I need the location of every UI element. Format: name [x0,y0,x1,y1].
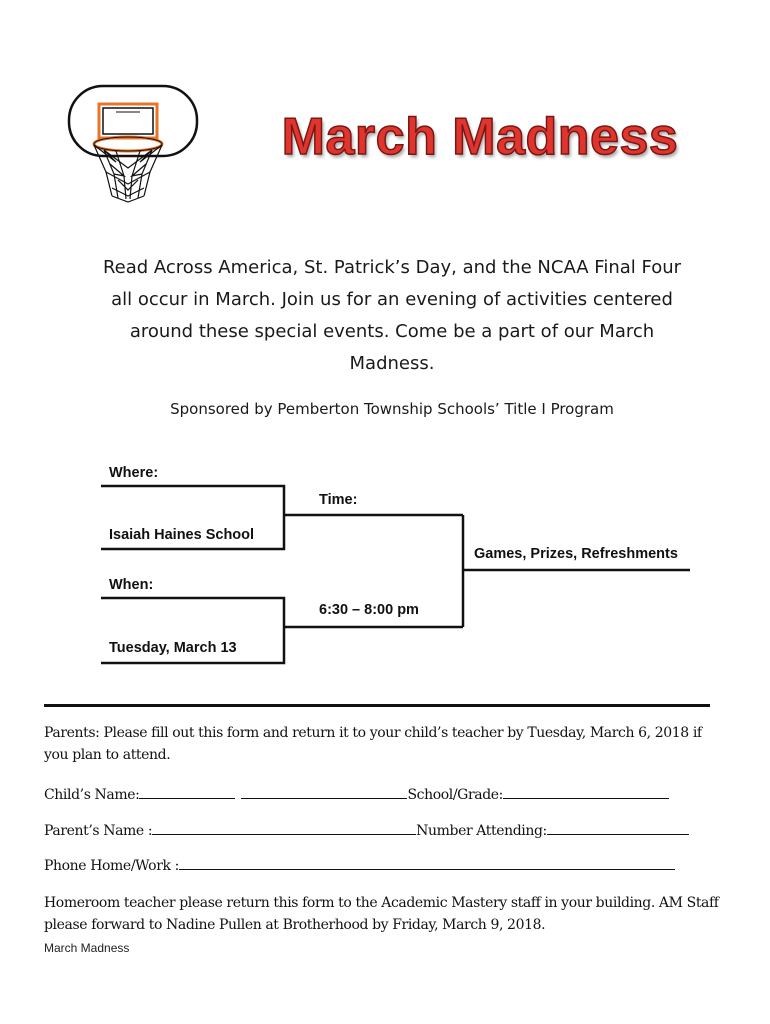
page-title: March Madness [281,108,679,166]
intro-paragraph: Read Across America, St. Patrick’s Day, and the NCAA Final Four all occur in March. Join us for an evening of activities centered around these special events. Come be a part of our March Madness. [102,257,682,374]
number-attending-field[interactable] [547,820,689,835]
phone-field[interactable] [179,855,675,870]
footer-text: March Madness [44,941,130,955]
section-divider [44,704,710,707]
final-value: Games, Prizes, Refreshments [474,546,678,562]
basketball-hoop-icon [66,84,202,206]
parent-name-label: Parent’s Name : [44,823,153,839]
child-name-field-2[interactable] [241,784,407,799]
time-value: 6:30 – 8:00 pm [319,602,419,618]
when-label: When: [109,577,154,593]
homeroom-instructions: Homeroom teacher please return this form to the Academic Mastery staff in your building. AM Staff please forward to Nadine Pullen at Brotherhood by Friday, March 9, 2018. [44,895,719,933]
school-grade-field[interactable] [503,784,669,799]
number-attending-label: Number Attending: [416,823,547,839]
time-label: Time: [319,492,358,508]
child-name-field[interactable] [139,784,235,799]
where-label: Where: [109,465,159,481]
school-grade-label: School/Grade: [407,787,503,803]
child-name-label: Child’s Name: [44,787,140,803]
parent-name-field[interactable] [152,820,416,835]
child-school-row [44,784,669,806]
phone-row [44,855,675,877]
phone-label: Phone Home/Work : [44,858,179,874]
when-value: Tuesday, March 13 [109,640,237,656]
parent-attending-row [44,820,689,842]
parents-instructions: Parents: Please fill out this form and return it to your child’s teacher by Tuesday, March 6, 2018 if you plan to attend. [44,725,702,763]
where-value: Isaiah Haines School [109,527,255,543]
sponsor-line: Sponsored by Pemberton Township Schools’ Title I Program [170,400,614,418]
